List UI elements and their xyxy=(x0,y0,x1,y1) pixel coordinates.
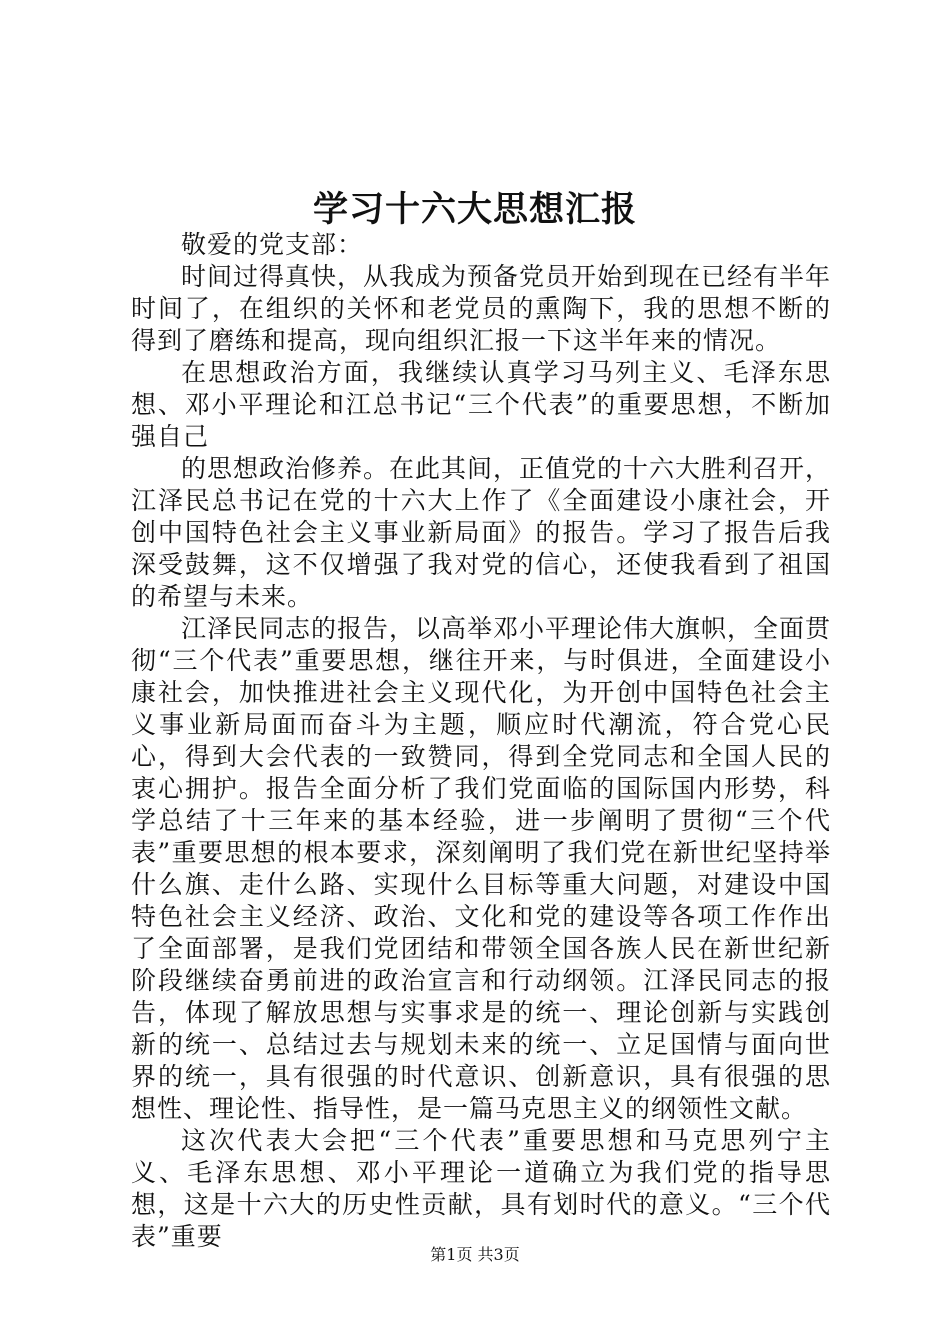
document-title: 学习十六大思想汇报 xyxy=(312,189,637,230)
paragraph-5: 这次代表大会把“三个代表”重要思想和马克思列宁主义、毛泽东思想、邓小平理论一道确立为我们党的指导思想，这是十六大的历史性贡献，具有划时代的意义。“三个代表”重要 xyxy=(131,1126,831,1251)
document-body xyxy=(131,229,831,1253)
paragraph-4: 江泽民同志的报告，以高举邓小平理论伟大旗帜，全面贯彻“三个代表”重要思想，继往开来，与时俱进，全面建设小康社会，加快推进社会主义现代化，为开创中国特色社会主义事业新局面而奋斗为主题，顺应时代潮流，符合党心民心，得到大会代表的一致赞同，得到全党同志和全国人民的衷心拥护。报告全面分析了我们党面临的国际国内形势，科学总结了十三年来的基本经验，进一步阐明了贯彻“三个代表”重要思想的根本要求，深刻阐明了我们党在新世纪坚持举什么旗、走什么路、实现什么目标等重大问题，对建设中国特色社会主义经济、政治、文化和党的建设等各项工作作出了全面部署，是我们党团结和带领全国各族人民在新世纪新阶段继续奋勇前进的政治宣言和行动纲领。江泽民同志的报告，体现了解放思想与实事求是的统一、理论创新与实践创新的统一、总结过去与规划未来的统一、立足国情与面向世界的统一，具有很强的时代意识、创新意识，具有很强的思想性、理论性、指导性，是一篇马克思主义的纲领性文献。 xyxy=(131,614,832,1123)
page-indicator: 第1页 共3页 xyxy=(430,1245,520,1264)
paragraph-1: 时间过得真快，从我成为预备党员开始到现在已经有半年时间了，在组织的关怀和老党员的熏陶下，我的思想不断的得到了磨练和提高，现向组织汇报一下这半年来的情况。 xyxy=(131,262,832,355)
salutation: 敬爱的党支部： xyxy=(181,230,364,259)
paragraph-2: 在思想政治方面，我继续认真学习马列主义、毛泽东思想、邓小平理论和江总书记“三个代表”的重要思想，不断加强自己 xyxy=(131,358,831,451)
paragraph-3: 的思想政治修养。在此其间，正值党的十六大胜利召开，江泽民总书记在党的十六大上作了《全面建设小康社会，开创中国特色社会主义事业新局面》的报告。学习了报告后我深受鼓舞，这不仅增强了我对党的信心，还使我看到了祖国的希望与未来。 xyxy=(131,454,832,611)
